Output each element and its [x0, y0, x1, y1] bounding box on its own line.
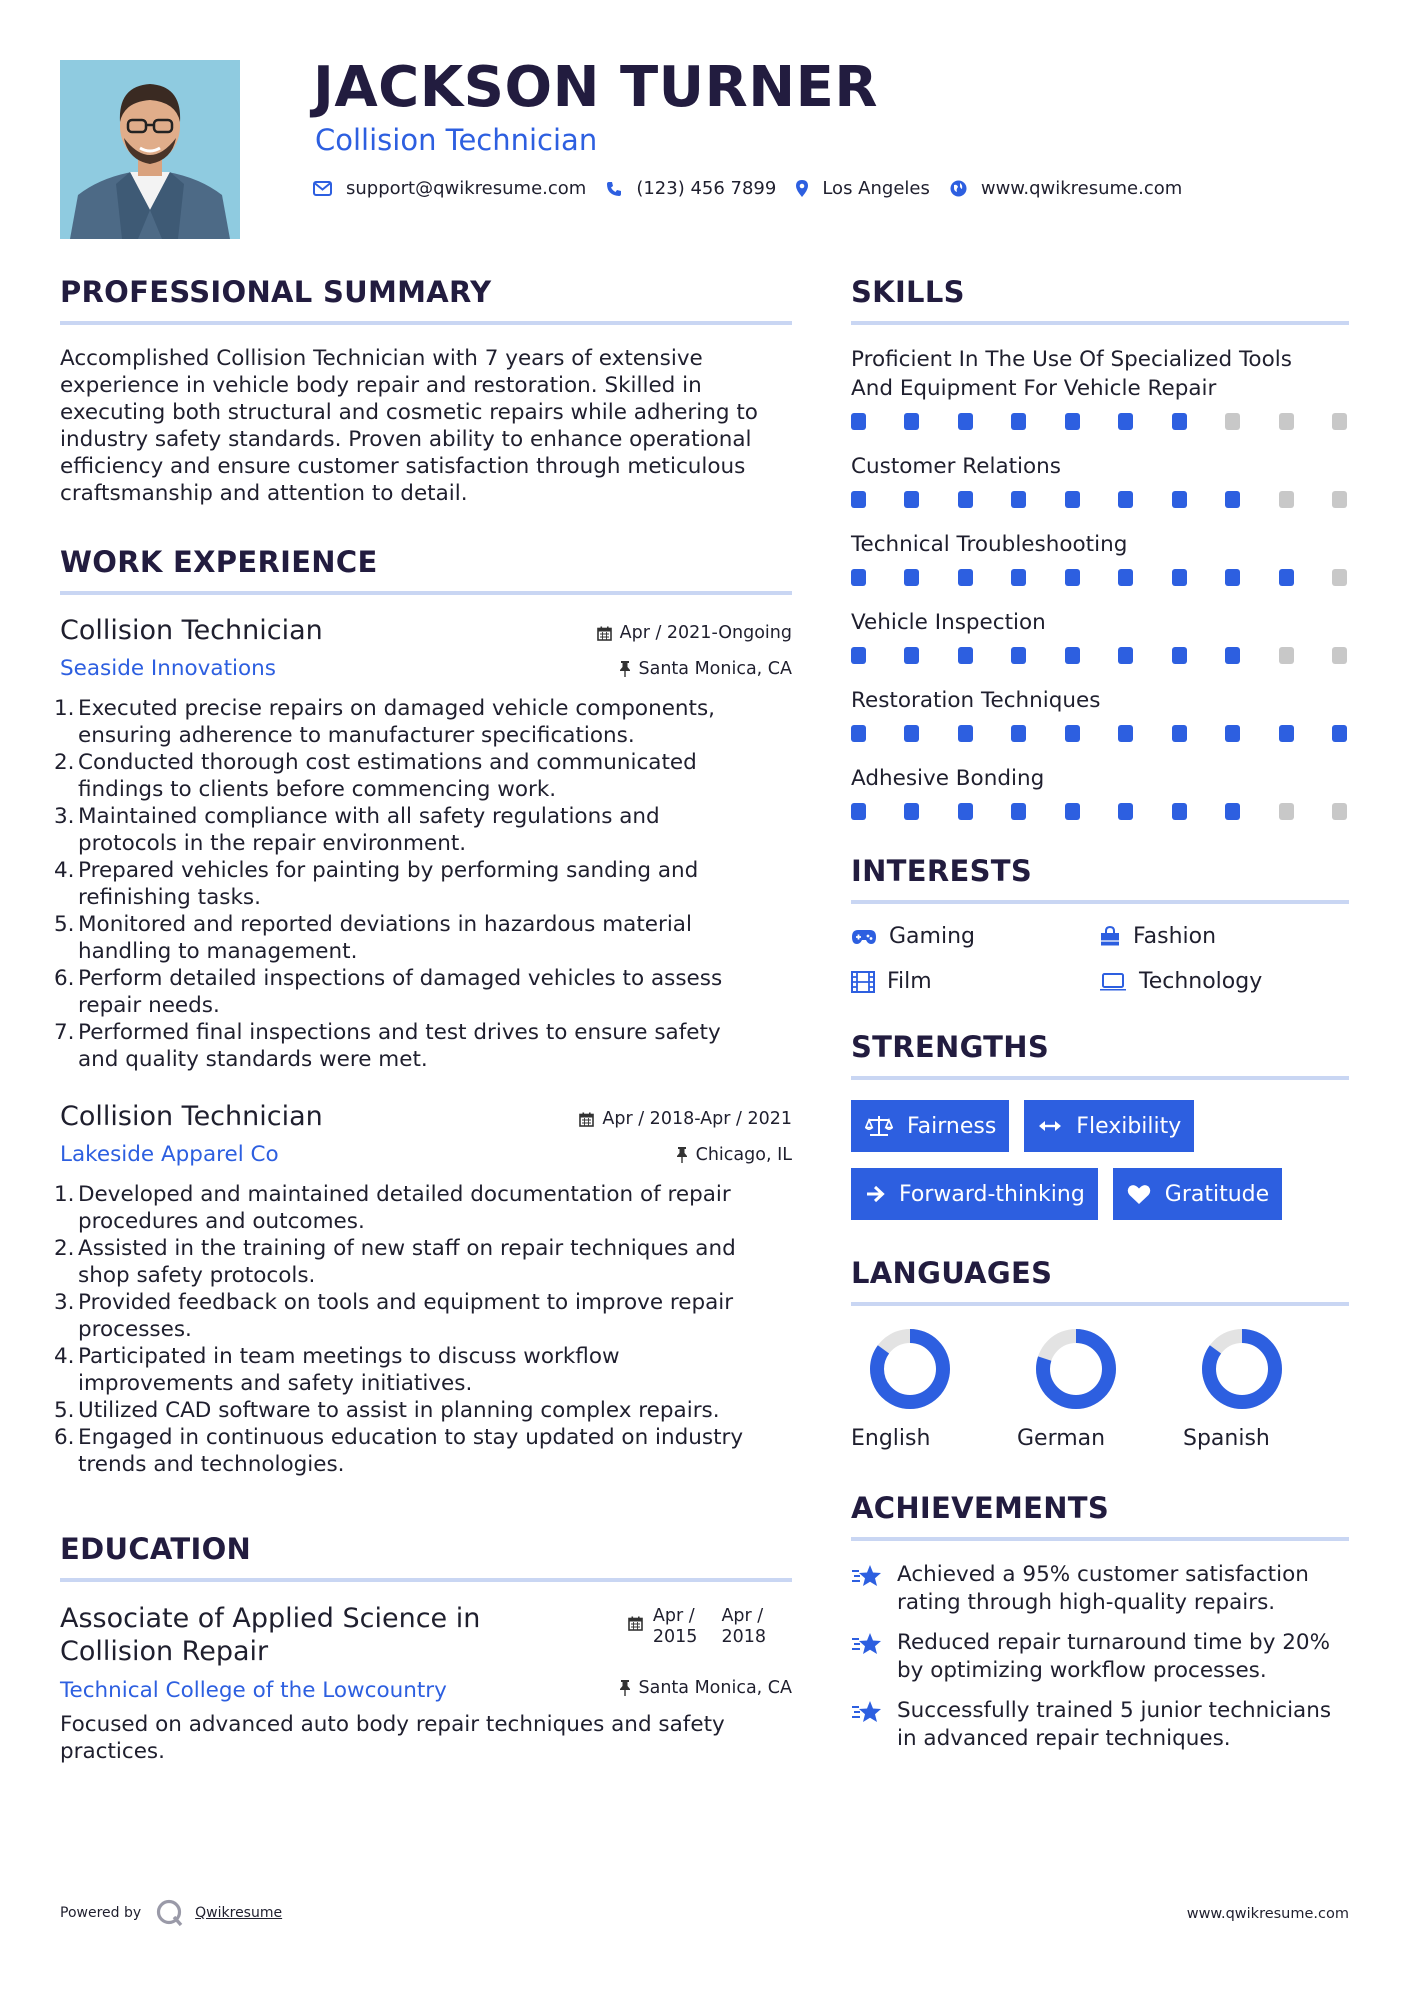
- rating-dot-filled: [1118, 569, 1133, 586]
- job-bullet: 3. Maintained compliance with all safety regulations and protocols in the repair environment.: [54, 804, 660, 856]
- rating-dot-filled: [1225, 725, 1240, 742]
- rating-dot-filled: [958, 803, 973, 820]
- job-entry: [54, 615, 792, 1073]
- interest-item: Film: [851, 969, 1099, 994]
- job-bullet: 1. Developed and maintained detailed documentation of repair procedures and outcomes.: [54, 1182, 731, 1234]
- rating-dot-empty: [1279, 647, 1294, 664]
- rating-dot-filled: [1172, 647, 1187, 664]
- qwikresume-link[interactable]: Qwikresume: [195, 1905, 283, 1921]
- interests-list: [851, 924, 1349, 994]
- interest-item: Technology: [1099, 969, 1349, 994]
- rating-dot-filled: [1065, 491, 1080, 508]
- rating-dot-filled: [904, 491, 919, 508]
- job-bullet: 4. Prepared vehicles for painting by performing sanding and refinishing tasks.: [54, 858, 699, 910]
- rating-dot-empty: [1332, 491, 1347, 508]
- rating-dot-filled: [904, 647, 919, 664]
- contact-location: [796, 178, 930, 199]
- education-dates: [628, 1606, 766, 1648]
- rating-dot-empty: [1332, 569, 1347, 586]
- job-bullets: [54, 1181, 792, 1478]
- rating-dot-filled: [851, 647, 866, 664]
- rating-dot-filled: [1118, 413, 1133, 430]
- contact-email[interactable]: [313, 178, 586, 199]
- star-badge-icon: [851, 1563, 883, 1589]
- job-bullet: 5. Monitored and reported deviations in hazardous material handling to management.: [54, 912, 692, 964]
- experience-heading: WORK EXPERIENCE: [60, 545, 792, 595]
- envelope-icon: [313, 181, 332, 196]
- rating-dot-filled: [958, 569, 973, 586]
- skills-heading: SKILLS: [851, 275, 1349, 325]
- arrows-horizontal-icon: [1038, 1119, 1062, 1133]
- rating-dot-filled: [1279, 725, 1294, 742]
- profile-photo: [60, 60, 240, 239]
- job-bullet: 5. Utilized CAD software to assist in planning complex repairs.: [54, 1398, 720, 1423]
- rating-dot-filled: [958, 413, 973, 430]
- summary-text: [60, 345, 792, 507]
- skills-list: [851, 345, 1349, 820]
- degree-title: Associate of Applied Science in Collision Repair: [60, 1603, 481, 1667]
- language-proficiency-ring: [1033, 1326, 1119, 1412]
- skill-rating: [851, 413, 1349, 430]
- job-bullet: 6. Perform detailed inspections of damaged vehicles to assess repair needs.: [54, 966, 723, 1018]
- summary-line: experience in vehicle body repair and restoration. Skilled in: [60, 373, 702, 398]
- job-title: Collision Technician: [60, 1101, 323, 1132]
- calendar-icon: [579, 1112, 594, 1127]
- film-icon: [851, 971, 875, 993]
- skill-item: [851, 452, 1349, 508]
- balance-scale-icon: [865, 1115, 893, 1137]
- rating-dot-filled: [1172, 803, 1187, 820]
- rating-dot-filled: [1011, 803, 1026, 820]
- job-date: [579, 1109, 792, 1129]
- rating-dot-filled: [1065, 725, 1080, 742]
- rating-dot-filled: [1118, 725, 1133, 742]
- location-text: Los Angeles: [822, 178, 930, 199]
- interests-section: [851, 854, 1349, 994]
- rating-dot-filled: [1225, 647, 1240, 664]
- achievements-list: [851, 1561, 1349, 1753]
- language-item: [1017, 1326, 1183, 1451]
- achievement-item: Successfully trained 5 junior technicians in advanced repair techniques.: [851, 1697, 1349, 1753]
- achievements-heading: ACHIEVEMENTS: [851, 1491, 1349, 1541]
- contact-phone[interactable]: [606, 178, 776, 199]
- rating-dot-filled: [958, 491, 973, 508]
- shopping-bag-icon: [1099, 926, 1121, 948]
- skill-name: Proficient In The Use Of Specialized Tools And Equipment For Vehicle Repair: [851, 347, 1292, 401]
- achievements-section: [851, 1491, 1349, 1753]
- rating-dot-filled: [1332, 725, 1347, 742]
- education-date-start: Apr / 2015: [652, 1606, 698, 1647]
- skill-rating: [851, 569, 1349, 586]
- strengths-section: [851, 1030, 1349, 1220]
- job-location: [676, 1145, 792, 1165]
- heart-icon: [1127, 1184, 1151, 1205]
- rating-dot-filled: [851, 569, 866, 586]
- rating-dot-filled: [1172, 491, 1187, 508]
- skill-item: [851, 608, 1349, 664]
- education-entry: [60, 1602, 792, 1765]
- summary-line: efficiency and ensure customer satisfaction through meticulous: [60, 454, 746, 479]
- rating-dot-empty: [1332, 413, 1347, 430]
- job-bullet: 3. Provided feedback on tools and equipment to improve repair processes.: [54, 1290, 734, 1342]
- interest-item: Fashion: [1099, 924, 1349, 949]
- summary-section: [60, 275, 792, 507]
- rating-dot-filled: [1011, 569, 1026, 586]
- powered-by-label: Powered by: [60, 1905, 142, 1921]
- achievement-item: Reduced repair turnaround time by 20% by optimizing workflow processes.: [851, 1629, 1349, 1685]
- strengths-list: [851, 1100, 1349, 1220]
- rating-dot-filled: [1065, 647, 1080, 664]
- strength-chip: Gratitude: [1113, 1168, 1282, 1220]
- rating-dot-empty: [1225, 413, 1240, 430]
- education-description: Focused on advanced auto body repair techniques and safety practices.: [60, 1712, 725, 1764]
- rating-dot-empty: [1279, 803, 1294, 820]
- rating-dot-empty: [1279, 491, 1294, 508]
- map-pin-icon: [796, 180, 808, 197]
- skill-item: [851, 686, 1349, 742]
- skill-name: Technical Troubleshooting: [851, 532, 1128, 557]
- phone-text: (123) 456 7899: [636, 178, 777, 199]
- rating-dot-filled: [904, 569, 919, 586]
- pushpin-icon: [619, 1680, 631, 1696]
- achievement-item: Achieved a 95% customer satisfaction rating through high-quality repairs.: [851, 1561, 1349, 1617]
- summary-line: executing both structural and cosmetic repairs while adhering to: [60, 400, 758, 425]
- star-badge-icon: [851, 1699, 883, 1725]
- job-bullet: 6. Engaged in continuous education to stay updated on industry trends and technologies.: [54, 1425, 744, 1477]
- language-name: German: [1017, 1426, 1106, 1451]
- education-date-end: Apr / 2018: [721, 1606, 766, 1647]
- language-item: [1183, 1326, 1349, 1451]
- strengths-heading: STRENGTHS: [851, 1030, 1349, 1080]
- skill-item: [851, 764, 1349, 820]
- languages-section: [851, 1256, 1349, 1451]
- rating-dot-filled: [1172, 725, 1187, 742]
- star-badge-icon: [851, 1631, 883, 1657]
- summary-line: craftsmanship and attention to detail.: [60, 481, 468, 506]
- skill-item: [851, 530, 1349, 586]
- gamepad-icon: [851, 928, 877, 946]
- job-bullet: 2. Assisted in the training of new staff on repair techniques and shop safety protocols.: [54, 1236, 736, 1288]
- rating-dot-filled: [1011, 413, 1026, 430]
- rating-dot-filled: [1225, 569, 1240, 586]
- summary-line: industry safety standards. Proven ability to enhance operational: [60, 427, 752, 452]
- job-date: [597, 623, 792, 643]
- job-location: [619, 659, 793, 679]
- rating-dot-filled: [851, 413, 866, 430]
- footer-powered-by: [60, 1898, 282, 1928]
- phone-icon: [606, 181, 622, 197]
- right-column: [851, 275, 1349, 1765]
- rating-dot-filled: [1118, 647, 1133, 664]
- education-location: Santa Monica, CA: [619, 1678, 793, 1698]
- rating-dot-filled: [1065, 803, 1080, 820]
- job-location-text: Chicago, IL: [695, 1145, 792, 1165]
- language-name: Spanish: [1183, 1426, 1270, 1451]
- experience-section: [54, 545, 792, 1478]
- job-bullet: 7. Performed final inspections and test drives to ensure safety and quality standards were met.: [54, 1020, 721, 1072]
- skill-item: [851, 345, 1349, 430]
- email-text: support@qwikresume.com: [346, 178, 587, 199]
- skill-rating: [851, 725, 1349, 742]
- footer-website[interactable]: www.qwikresume.com: [1186, 1906, 1349, 1922]
- summary-heading: PROFESSIONAL SUMMARY: [60, 275, 792, 325]
- education-section: [60, 1532, 792, 1765]
- website-text: www.qwikresume.com: [980, 178, 1183, 199]
- languages-heading: LANGUAGES: [851, 1256, 1349, 1306]
- job-date-text: Apr / 2021-Ongoing: [619, 623, 792, 643]
- strength-chip: Forward-thinking: [851, 1168, 1098, 1220]
- skill-name: Customer Relations: [851, 454, 1062, 479]
- laptop-icon: [1099, 972, 1127, 992]
- rating-dot-filled: [1118, 803, 1133, 820]
- rating-dot-filled: [958, 725, 973, 742]
- rating-dot-filled: [1225, 491, 1240, 508]
- candidate-name: JACKSON TURNER: [313, 55, 879, 120]
- strength-chip: Fairness: [851, 1100, 1009, 1152]
- job-date-text: Apr / 2018-Apr / 2021: [602, 1109, 792, 1129]
- skill-rating: [851, 803, 1349, 820]
- summary-line: Accomplished Collision Technician with 7 years of extensive: [60, 346, 703, 371]
- skill-name: Vehicle Inspection: [851, 610, 1046, 635]
- languages-list: [851, 1326, 1349, 1451]
- calendar-icon: [628, 1616, 643, 1631]
- rating-dot-filled: [851, 491, 866, 508]
- rating-dot-empty: [1332, 647, 1347, 664]
- skill-name: Adhesive Bonding: [851, 766, 1045, 791]
- job-company: Lakeside Apparel Co: [60, 1142, 279, 1167]
- qwikresume-logo-icon: [155, 1898, 185, 1928]
- globe-icon: [950, 180, 967, 197]
- rating-dot-filled: [1225, 803, 1240, 820]
- rating-dot-filled: [851, 725, 866, 742]
- education-heading: EDUCATION: [60, 1532, 792, 1582]
- rating-dot-filled: [1011, 725, 1026, 742]
- rating-dot-filled: [958, 647, 973, 664]
- job-entry: [54, 1101, 792, 1478]
- job-bullets: [54, 695, 792, 1073]
- skill-rating: [851, 491, 1349, 508]
- language-item: [851, 1326, 1017, 1451]
- rating-dot-filled: [1172, 413, 1187, 430]
- job-bullet: 4. Participated in team meetings to discuss workflow improvements and safety initiatives.: [54, 1344, 620, 1396]
- pushpin-icon: [619, 661, 631, 677]
- rating-dot-filled: [1279, 569, 1294, 586]
- contact-bar: [313, 178, 1202, 199]
- rating-dot-empty: [1332, 803, 1347, 820]
- skill-rating: [851, 647, 1349, 664]
- language-name: English: [851, 1426, 931, 1451]
- skill-name: Restoration Techniques: [851, 688, 1101, 713]
- rating-dot-filled: [1011, 491, 1026, 508]
- interest-item: Gaming: [851, 924, 1099, 949]
- school-name: Technical College of the Lowcountry: [60, 1678, 447, 1703]
- rating-dot-filled: [904, 413, 919, 430]
- job-title: Collision Technician: [60, 615, 323, 646]
- candidate-role: Collision Technician: [315, 123, 598, 157]
- interests-heading: INTERESTS: [851, 854, 1349, 904]
- rating-dot-filled: [1011, 647, 1026, 664]
- rating-dot-filled: [1065, 413, 1080, 430]
- rating-dot-filled: [904, 803, 919, 820]
- strength-chip: Flexibility: [1024, 1100, 1194, 1152]
- language-proficiency-ring: [1199, 1326, 1285, 1412]
- contact-website[interactable]: [950, 178, 1182, 199]
- rating-dot-filled: [1172, 569, 1187, 586]
- language-proficiency-ring: [867, 1326, 953, 1412]
- job-company: Seaside Innovations: [60, 656, 276, 681]
- arrow-right-icon: [865, 1185, 885, 1203]
- rating-dot-filled: [1118, 491, 1133, 508]
- job-bullet: 2. Conducted thorough cost estimations and communicated findings to clients before commencing work.: [54, 750, 697, 802]
- job-location-text: Santa Monica, CA: [638, 659, 792, 679]
- left-column: [54, 275, 792, 1765]
- rating-dot-filled: [851, 803, 866, 820]
- rating-dot-filled: [1065, 569, 1080, 586]
- rating-dot-empty: [1279, 413, 1294, 430]
- rating-dot-filled: [904, 725, 919, 742]
- pushpin-icon: [676, 1147, 688, 1163]
- job-bullet: 1. Executed precise repairs on damaged vehicle components, ensuring adherence to manufacturer specifications.: [54, 696, 716, 748]
- calendar-icon: [597, 626, 612, 641]
- skills-section: [851, 275, 1349, 820]
